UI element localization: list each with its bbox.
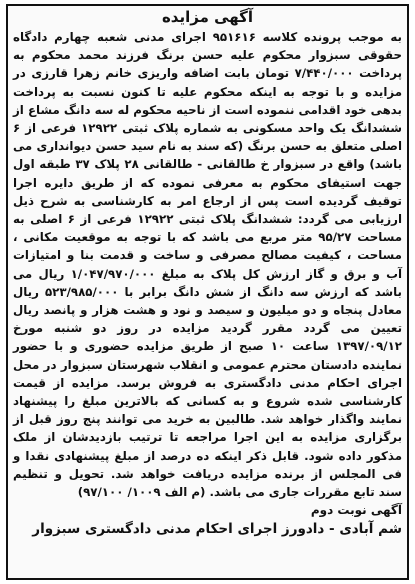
notice-body: به موجب پرونده کلاسه ۹۵۱۶۱۶ اجرای مدنی شعبه چهارم دادگاه حقوقی سبزوار محکوم علیه حسن برنگ فرزند محمد محکوم به پرداخت ۷/۴۴۰/۰۰۰ تومان بابت اضافه واریزی خانم زهرا قارزی در مزایده و با توجه به اینکه محکوم علیه تا کنون نسبت به پرداخت بدهی خود اقدامی ننموده است از ناحیه محکوم له سه دانگ مشاع از ششدانگ یک واحد مسکونی به شماره پلاک ثبتی ۱۲۹۲۲ فرعی از ۶ اصلی متعلق به حسن برنگ (که سند به نام سید حسن دیوانداری می باشد) واقع در سبزوار خ طالقانی - طالقانی ۲۸ پلاک ۳۷ طبقه اول جهت استیفای محکوم به معرفی نموده که از طریق دایره اجرا توقیف گردیده است پس از ارجاع امر به کارشناسی به شرح ذیل ارزیابی می گردد: ششدانگ پلاک ثبتی ۱۲۹۲۲ فرعی از ۶ اصلی به مساحت ۹۵/۲۷ متر مربع می باشد که با توجه به موقعیت مکانی ، مساحت ، کیفیت مصالح مصرفی و ساخت و قدمت بنا و امتیازات آب و برق و گاز ارزش کل پلاک به مبلغ ۱/۰۴۷/۹۷۰/۰۰۰ ریال می باشد که ارزش سه دانگ از شش دانگ برابر با ۵۲۳/۹۸۵/۰۰۰ ریال معادل پنجاه و دو میلیون و سیصد و نود و هشت هزار و پانصد ریال تعیین می گردد مقرر گردید مزایده در روز دو شنبه مورخ ۱۳۹۷/۰۹/۱۲ ساعت ۱۰ صبح از طریق مزایده حضوری و با حضور نماینده دادستان محترم عمومی و انقلاب شهرستان سبزوار در محل اجرای احکام مدنی دادگستری به فروش برسد. مزایده از قیمت کارشناسی شده شروع و به کسانی که بالاترین مبلغ را پیشنهاد نمایند واگذار خواهد شد. طالبین به خرید می توانند پنج روز قبل از برگزاری مزایده به این اجرا مراجعه تا ترتیب بازدیدشان از ملک مذکور داده شود. قابل ذکر اینکه ده درصد از مبلغ پیشنهادی نقدا و فی المجلس از برنده مزایده دریافت خواهد شد. تحویل و تنظیم سند تابع مقررات جاری می باشد. (م الف ۱۰۰۹/ ۹۷/۱۰۰) <box>13 30 403 500</box>
notice-signature: شم آبادی - دادورز اجرای احکام مدنی دادگستری سبزوار <box>32 521 402 538</box>
notice-round: آگهی نوبت دوم <box>310 503 402 518</box>
auction-notice <box>6 4 409 580</box>
notice-title: آگهی مزایده <box>161 8 254 26</box>
